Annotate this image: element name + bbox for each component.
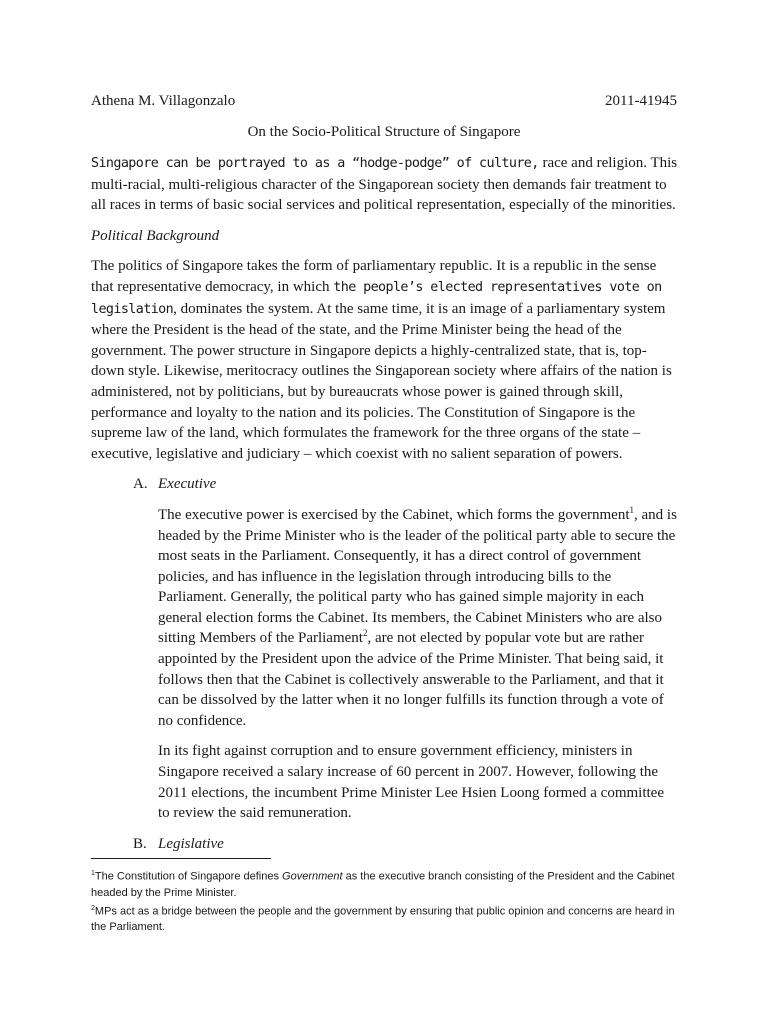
executive-body	[158, 505, 678, 824]
footnotes	[91, 866, 678, 935]
political-background-paragraph	[91, 256, 678, 464]
intro-text-a: Singapore can be portrayed to as a “hodge-podge” of culture,	[91, 156, 539, 171]
document-title: On the Socio-Political Structure of Singapore	[247, 124, 521, 140]
author-name: Athena M. Villagonzalo	[91, 93, 236, 109]
pb-text-c: , dominates the system. At the same time, it is an image of a parliamentary system where the President is the head of the state, and the Prime Minister being the head of the government. The power structure in Singapore depicts a highly-centralized state, that is, top-down style. Likewise, meritocracy outlines the Singaporean society where affairs of the nation is administered, not by politicians, but by bureaucrats whose power is gained through skill, performance and loyalty to the nation and its policies. The Constitution of Singapore is the supreme law of the land, which formulates the framework for the three organs of the state – executive, legislative and judiciary – which coexist with no salient separation of powers.	[91, 300, 672, 462]
executive-paragraph-1	[158, 505, 678, 732]
legislative-label: Legislative	[158, 835, 224, 852]
exec-p1-text-b: , and is headed by the Prime Minister who is the leader of the political party able to secure the most seats in the Parliament. Consequently, it has a direct control of government policies, and has influence in the legislation through introducing bills to the Parliament. Generally, the political party who has gained simple majority in each general election forms the Cabinet. Its members, the Cabinet Ministers who are also sitting Members of the Parliament	[158, 506, 677, 647]
footnote-1	[91, 866, 678, 901]
footnote-2-number: 2	[91, 904, 95, 912]
footnote-ref-2[interactable]: 2	[362, 628, 368, 639]
executive-letter: A.	[133, 476, 148, 493]
legislative-section	[133, 834, 678, 855]
student-id: 2011-41945	[605, 93, 677, 109]
executive-heading	[133, 474, 678, 495]
footnote-divider	[91, 858, 271, 859]
exec-p1-text-c: , are not elected by popular vote but are rather appointed by the President upon the advice of the Prime Minister. That being said, it follows then that the Cabinet is collectively answerable to the Parliament, and that it can be dissolved by the latter when it no longer fulfills its function through a vote of no confidence.	[158, 630, 664, 729]
footnote-2	[91, 901, 678, 936]
footnote-2-text: MPs act as a bridge between the people and the government by ensuring that public opinion and concerns are heard in the Parliament.	[91, 905, 675, 934]
political-background-heading: Political Background	[91, 227, 220, 244]
footnote-1-number: 1	[91, 870, 95, 877]
pb-text-a: The politics of Singapore takes the form of parliamentary republic. It is a republic in the sense that representative democracy, in which	[91, 258, 657, 295]
footnote-1-emphasis: Government	[282, 870, 343, 883]
intro-text-b: race and religion. This multi-racial, multi-religious character of the Singaporean society then demands fair treatment to all races in terms of basic social services and political representation, especially of the minorities.	[91, 155, 678, 214]
exec-p1-text-a: The executive power is exercised by the Cabinet, which forms the government	[158, 506, 630, 523]
legislative-heading	[133, 834, 678, 855]
executive-paragraph-2: In its fight against corruption and to ensure government efficiency, ministers in Singapore received a salary increase of 60 percent in 2007. However, following the 2011 elections, the incumbent Prime Minister Lee Hsien Loong formed a committee to review the said remuneration.	[158, 743, 664, 822]
document-body	[91, 153, 678, 864]
footnote-1-text-b: as the executive branch consisting of the President and the Cabinet headed by the Prime Minister.	[91, 870, 675, 899]
pb-text-b: the people’s elected representatives vote on legislation	[91, 279, 662, 317]
executive-section	[133, 474, 678, 824]
intro-paragraph	[91, 153, 678, 216]
executive-label: Executive	[158, 476, 217, 493]
legislative-letter: B.	[133, 835, 147, 852]
footnote-1-text-a: The Constitution of Singapore defines	[94, 870, 283, 883]
footnote-ref-1[interactable]: 1	[629, 504, 635, 515]
